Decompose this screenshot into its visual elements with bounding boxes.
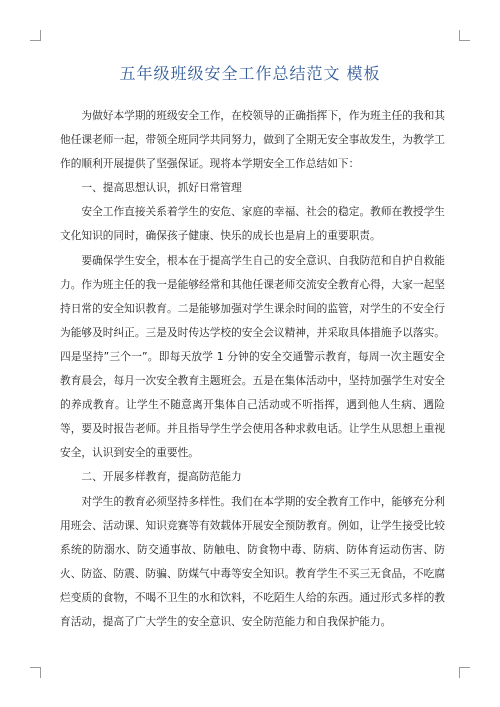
paragraph-safety-measures: 要确保学生安全，根本在于提高学生自己的安全意识、自我防范和自护自救能力。作为班主任的我一是能够经常和其他任课老师交流安全教育心得，大家一起坚持日常的安全知识教育。二是能够加强对学生课余时间的监管，对学生的不安全行为能够及时纠正。三是及时传达学校的安全会议精神，并采取具体措施予以落实。四是坚持”三个一”。即每天放学 1 分钟的安全交通警示教育，每周一次主题安全教育晨会，每月一次安全教育主题班会。五是在集体活动中，坚持加强学生对安全的养成教育。让学生不随意离开集体自己活动或不听指挥，遇到他人生病、遇险等，要及时报告老师。并且指导学生学会使用各种求救电话。让学生从思想上重视安全，认识到安全的重要性。	[60, 253, 445, 460]
paragraph-intro: 为做好本学期的班级安全工作，在校领导的正确指挥下，作为班主任的我和其他任课老师一起，带领全班同学共同努力，做到了全期无安全事故发生，为教学工作的顺利开展提供了坚强保证。现将本学期安全工作总结如下：	[60, 109, 445, 171]
document-title: 五年级班级安全工作总结范文 模板	[119, 64, 381, 83]
page-corner-mark-top-right	[459, 30, 470, 41]
section-heading-1: 一、提高思想认识，抓好日常管理	[81, 181, 242, 195]
section-heading-2: 二、开展多样教育，提高防范能力	[81, 470, 242, 484]
page-corner-mark-bottom-left	[30, 667, 41, 678]
paragraph-diverse-education: 对学生的教育必须坚持多样性。我们在本学期的安全教育工作中，能够充分利用班会、活动课、知识竞赛等有效载体开展安全预防教育。例如，让学生接受比较系统的防溺水、防交通事故、防触电、防食物中毒、防病、防体育运动伤害、防火、防盗、防震、防骗、防煤气中毒等安全知识。教育学生不买三无食品，不吃腐烂变质的食物，不喝不卫生的水和饮料，不吃陌生人给的东西。通过形式多样的教育活动，提高了广大学生的安全意识、安全防范能力和自我保护能力。	[60, 494, 445, 628]
document-body	[60, 104, 445, 634]
page-corner-mark-bottom-right	[459, 667, 470, 678]
paragraph-safety-importance: 安全工作直接关系着学生的安危、家庭的幸福、社会的稳定。教师在教授学生文化知识的同时，确保孩子健康、快乐的成长也是肩上的重要职责。	[60, 205, 445, 243]
page-corner-mark-top-left	[30, 30, 41, 41]
